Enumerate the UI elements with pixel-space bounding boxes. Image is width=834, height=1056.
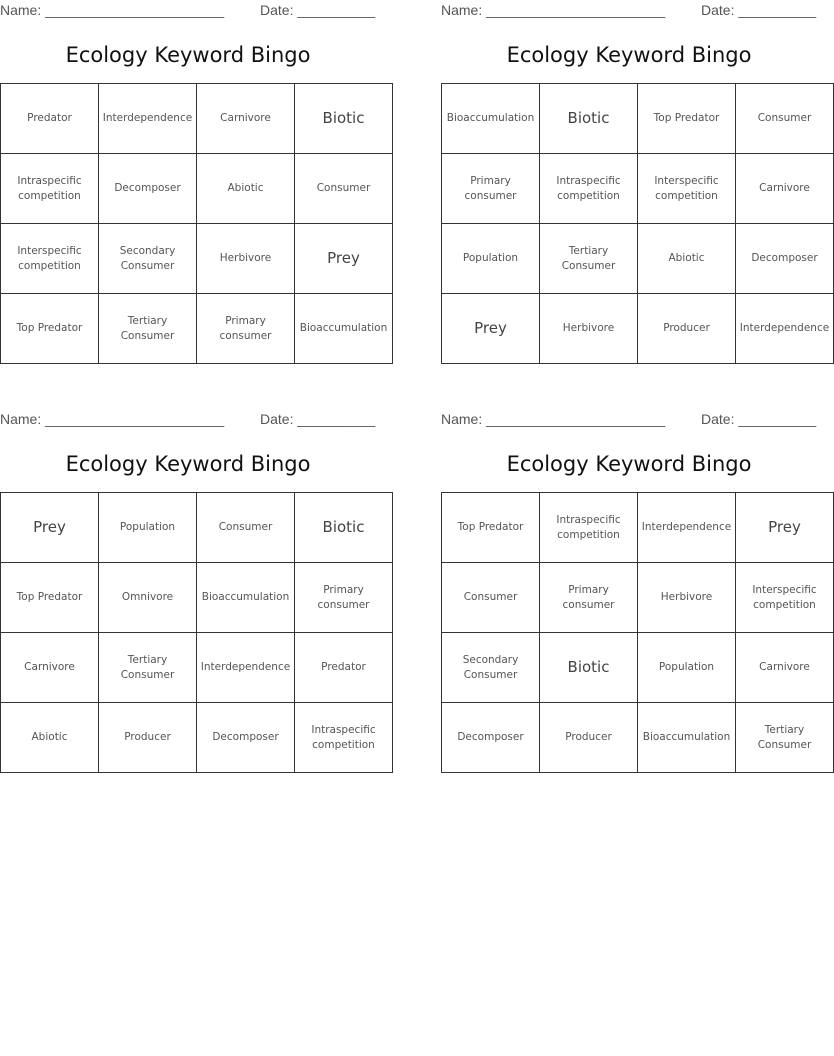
bingo-cell[interactable]: Biotic [540, 84, 638, 154]
bingo-cell[interactable]: Bioaccumulation [638, 703, 736, 773]
name-field[interactable]: Name: _______________________ [0, 411, 225, 427]
bingo-cell[interactable]: Interdependence [736, 294, 834, 364]
bingo-cell[interactable]: Consumer [736, 84, 834, 154]
bingo-cell[interactable]: Top Predator [442, 493, 540, 563]
bingo-cell[interactable]: Carnivore [197, 84, 295, 154]
bingo-cell[interactable]: Prey [736, 493, 834, 563]
bingo-cell[interactable]: Bioaccumulation [197, 563, 295, 633]
grid-row [1, 154, 393, 224]
card-title: Ecology Keyword Bingo [506, 43, 752, 67]
bingo-cell[interactable]: Predator [295, 633, 393, 703]
bingo-cell[interactable]: Biotic [540, 633, 638, 703]
bingo-cell[interactable]: Interdependence [638, 493, 736, 563]
bingo-cell[interactable]: Producer [99, 703, 197, 773]
bingo-cell[interactable]: Predator [1, 84, 99, 154]
grid-row [442, 294, 834, 364]
grid-row [442, 703, 834, 773]
bingo-cell[interactable]: Decomposer [442, 703, 540, 773]
grid-row [1, 224, 393, 294]
bingo-cell[interactable]: Interdependence [197, 633, 295, 703]
bingo-cell[interactable]: Omnivore [99, 563, 197, 633]
bingo-cell[interactable]: Consumer [442, 563, 540, 633]
bingo-cell[interactable]: Tertiary Consumer [736, 703, 834, 773]
grid-row [442, 633, 834, 703]
grid-row [442, 154, 834, 224]
grid-row [1, 294, 393, 364]
bingo-cell[interactable]: Prey [1, 493, 99, 563]
bingo-cell[interactable]: Primary consumer [442, 154, 540, 224]
card-title: Ecology Keyword Bingo [65, 452, 311, 476]
bingo-cell[interactable]: Intraspecific competition [1, 154, 99, 224]
date-field[interactable]: Date: __________ [260, 411, 376, 427]
bingo-cell[interactable]: Primary consumer [197, 294, 295, 364]
bingo-cell[interactable]: Biotic [295, 84, 393, 154]
bingo-cell[interactable]: Herbivore [197, 224, 295, 294]
bingo-grid [0, 492, 393, 773]
grid-row [442, 84, 834, 154]
bingo-cell[interactable]: Consumer [197, 493, 295, 563]
bingo-cell[interactable]: Interspecific competition [1, 224, 99, 294]
bingo-cell[interactable]: Bioaccumulation [442, 84, 540, 154]
date-field[interactable]: Date: __________ [701, 2, 817, 18]
bingo-cell[interactable]: Decomposer [197, 703, 295, 773]
grid-row [1, 563, 393, 633]
bingo-grid [441, 492, 834, 773]
grid-row [442, 493, 834, 563]
grid-row [1, 703, 393, 773]
card-title: Ecology Keyword Bingo [506, 452, 752, 476]
bingo-cell[interactable]: Interspecific competition [736, 563, 834, 633]
bingo-cell[interactable]: Decomposer [99, 154, 197, 224]
bingo-cell[interactable]: Intraspecific competition [295, 703, 393, 773]
bingo-cell[interactable]: Tertiary Consumer [99, 294, 197, 364]
bingo-cell[interactable]: Tertiary Consumer [99, 633, 197, 703]
grid-row [1, 84, 393, 154]
bingo-cell[interactable]: Consumer [295, 154, 393, 224]
bingo-cell[interactable]: Primary consumer [295, 563, 393, 633]
bingo-cell[interactable]: Population [638, 633, 736, 703]
bingo-cell[interactable]: Carnivore [736, 633, 834, 703]
bingo-cell[interactable]: Herbivore [540, 294, 638, 364]
name-field[interactable]: Name: _______________________ [441, 2, 666, 18]
bingo-grid [441, 83, 834, 364]
bingo-cell[interactable]: Abiotic [1, 703, 99, 773]
bingo-cell[interactable]: Interdependence [99, 84, 197, 154]
grid-row [442, 563, 834, 633]
bingo-cell[interactable]: Top Predator [638, 84, 736, 154]
grid-row [1, 633, 393, 703]
bingo-cell[interactable]: Herbivore [638, 563, 736, 633]
bingo-cell[interactable]: Interspecific competition [638, 154, 736, 224]
date-field[interactable]: Date: __________ [260, 2, 376, 18]
bingo-cell[interactable]: Decomposer [736, 224, 834, 294]
bingo-cell[interactable]: Producer [540, 703, 638, 773]
bingo-cell[interactable]: Producer [638, 294, 736, 364]
bingo-cell[interactable]: Intraspecific competition [540, 493, 638, 563]
bingo-cell[interactable]: Population [442, 224, 540, 294]
bingo-cell[interactable]: Prey [295, 224, 393, 294]
bingo-cell[interactable]: Tertiary Consumer [540, 224, 638, 294]
card-title: Ecology Keyword Bingo [65, 43, 311, 67]
name-field[interactable]: Name: _______________________ [441, 411, 666, 427]
bingo-cell[interactable]: Top Predator [1, 563, 99, 633]
bingo-cell[interactable]: Secondary Consumer [442, 633, 540, 703]
bingo-cell[interactable]: Top Predator [1, 294, 99, 364]
bingo-cell[interactable]: Abiotic [638, 224, 736, 294]
date-field[interactable]: Date: __________ [701, 411, 817, 427]
bingo-cell[interactable]: Intraspecific competition [540, 154, 638, 224]
grid-row [442, 224, 834, 294]
bingo-cell[interactable]: Carnivore [736, 154, 834, 224]
bingo-cell[interactable]: Biotic [295, 493, 393, 563]
bingo-cell[interactable]: Carnivore [1, 633, 99, 703]
bingo-grid [0, 83, 393, 364]
name-field[interactable]: Name: _______________________ [0, 2, 225, 18]
bingo-cell[interactable]: Bioaccumulation [295, 294, 393, 364]
bingo-cell[interactable]: Prey [442, 294, 540, 364]
bingo-cell[interactable]: Abiotic [197, 154, 295, 224]
grid-row [1, 493, 393, 563]
bingo-cell[interactable]: Primary consumer [540, 563, 638, 633]
bingo-cell[interactable]: Secondary Consumer [99, 224, 197, 294]
bingo-cell[interactable]: Population [99, 493, 197, 563]
